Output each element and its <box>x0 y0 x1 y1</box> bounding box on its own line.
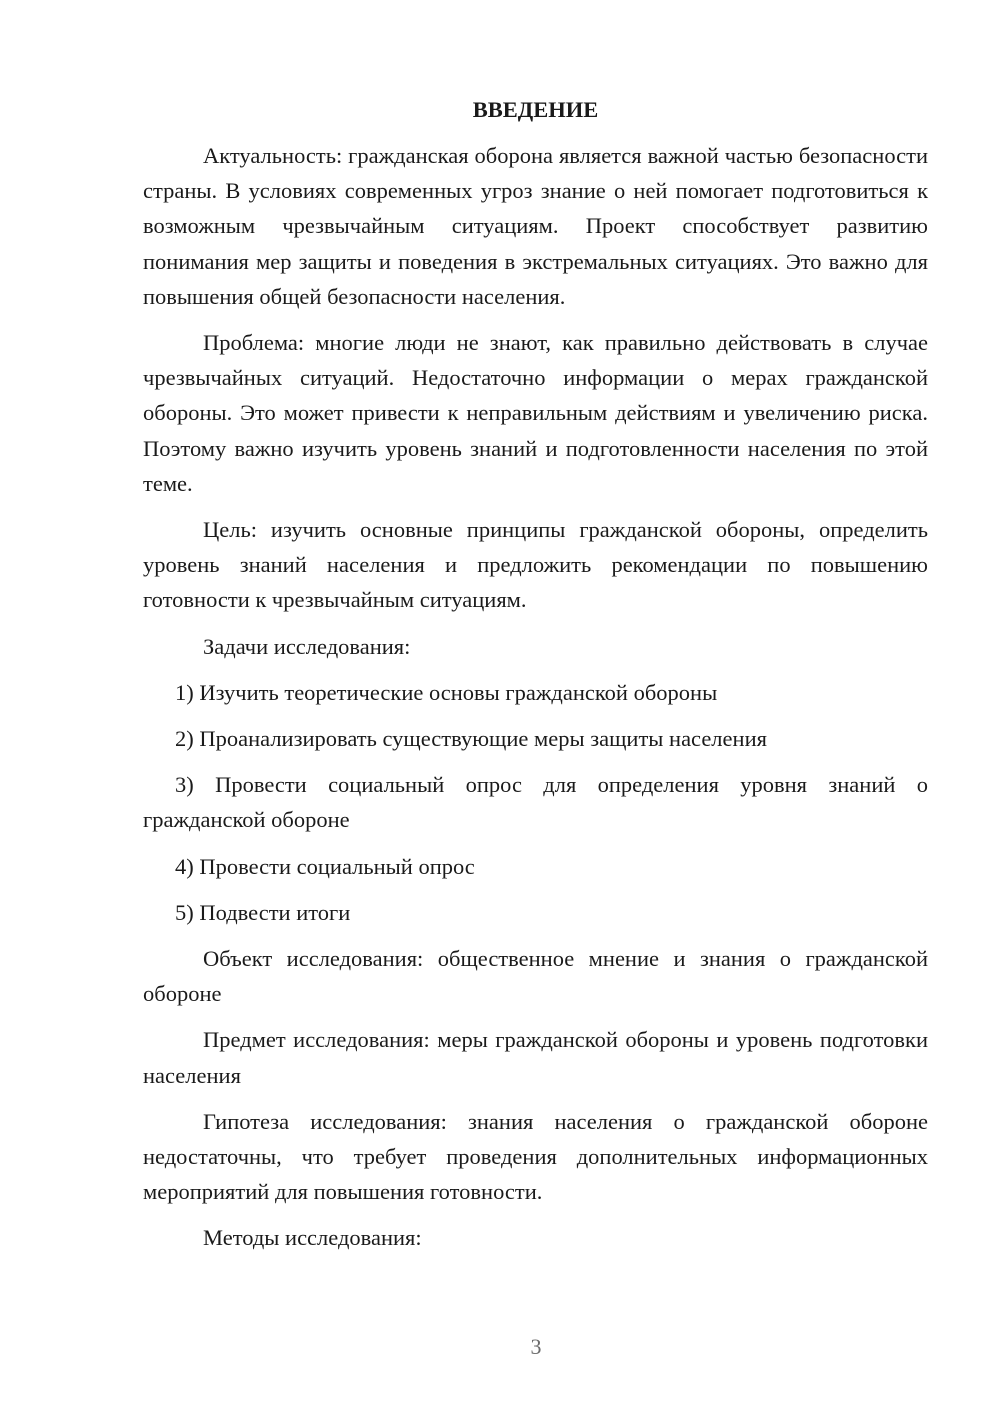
task-item-2: 2) Проанализировать существующие меры защиты населения <box>175 726 767 752</box>
tasks-label: Задачи исследования: <box>203 633 411 659</box>
methods-label: Методы исследования: <box>203 1225 422 1251</box>
task-item-1: 1) Изучить теоретические основы гражданской обороны <box>175 679 718 705</box>
paragraph-goal: Цель: изучить основные принципы гражданской обороны, определить уровень знаний населения и предложить рекомендации по повышению готовности к чрезвычайным ситуациям. <box>143 517 928 613</box>
paragraph-subject: Предмет исследования: меры гражданской обороны и уровень подготовки населения <box>143 1027 928 1088</box>
page-number: 3 <box>530 1334 542 1359</box>
paragraph-problem: Проблема: многие люди не знают, как правильно действовать в случае чрезвычайных ситуаций. Недостаточно информации о мерах гражданской обороны. Это может привести к неправильным действиям и увеличению риска. Поэтому важно изучить уровень знаний и подготовленности населения по этой теме. <box>143 330 928 496</box>
section-heading: ВВЕДЕНИЕ <box>472 97 599 122</box>
paragraph-relevance: Актуальность: гражданская оборона является важной частью безопасности страны. В условиях современных угроз знание о ней помогает подготовиться к возможным чрезвычайным ситуациям. Проект способствует развитию понимания мер защиты и поведения в экстремальных ситуациях. Это важно для повышения общей безопасности населения. <box>143 143 928 309</box>
page-content <box>143 92 928 1267</box>
task-item-3: 3) Провести социальный опрос для определения уровня знаний о гражданской обороне <box>143 772 928 833</box>
task-item-5: 5) Подвести итоги <box>175 899 351 925</box>
paragraph-hypothesis: Гипотеза исследования: знания населения о гражданской обороне недостаточны, что требует проведения дополнительных информационных мероприятий для повышения готовности. <box>143 1108 928 1205</box>
task-item-4: 4) Провести социальный опрос <box>175 853 475 879</box>
paragraph-object: Объект исследования: общественное мнение и знания о гражданской обороне <box>143 946 928 1007</box>
